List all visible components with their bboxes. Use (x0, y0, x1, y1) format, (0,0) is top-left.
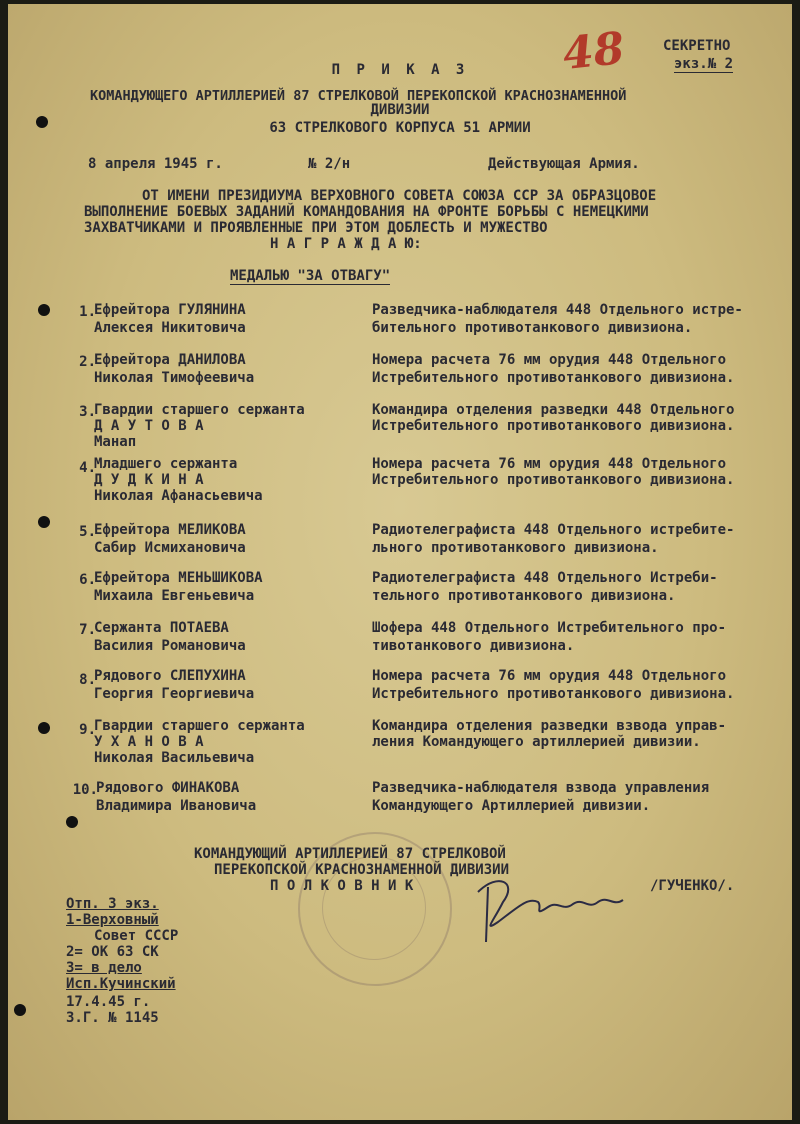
footer-reference: З.Г. № 1145 (66, 1010, 159, 1026)
entry-unit: Истребительного противотанкового дивизиона. (372, 686, 735, 702)
entry-rank: Сержанта ПОТАЕВА (94, 620, 229, 636)
entry-name-line2: Николая Афанасьевича (94, 488, 263, 504)
entry-unit: Истребительного противотанкового дивизиона. (372, 472, 735, 488)
entry-position: Командира отделения разведки взвода управ- (372, 718, 727, 734)
entry-rank: Ефрейтора МЕЛИКОВА (94, 522, 246, 538)
handwritten-signature (458, 862, 638, 952)
entry-position: Номера расчета 76 мм орудия 448 Отдельного (372, 352, 727, 368)
entry-unit: бительного противотанкового дивизиона. (372, 320, 693, 336)
entry-position: Командира отделения разведки 448 Отдельного (372, 402, 735, 418)
footer-recipient1-cont: Совет СССР (94, 928, 179, 944)
footer-recipient2: 2= ОК 63 СК (66, 944, 159, 960)
order-place: Действующая Армия. (488, 156, 640, 172)
entry-number: 7. (79, 622, 96, 638)
entry-name: Д У Д К И Н А (94, 472, 204, 488)
entry-unit: тельного противотанкового дивизиона. (372, 588, 676, 604)
entry-number: 10. (72, 782, 98, 798)
entry-number: 9. (79, 722, 96, 738)
preamble-line1: ОТ ИМЕНИ ПРЕЗИДИУМА ВЕРХОВНОГО СОВЕТА СОЮЗА ССР ЗА ОБРАЗЦОВОЕ (142, 188, 657, 204)
order-number: № 2/н (308, 156, 351, 172)
entry-name: Михаила Евгеньевича (94, 588, 255, 604)
order-date: 8 апреля 1945 г. (88, 156, 223, 172)
entry-rank: Младшего сержанта (94, 456, 238, 472)
punch-hole (38, 722, 50, 734)
signature-title-line1: КОМАНДУЮЩИЙ АРТИЛЛЕРИЕЙ 87 СТРЕЛКОВОЙ (194, 846, 506, 862)
footer-executor: Исп.Кучинский (66, 976, 176, 992)
copy-number: экз.№ 2 (674, 56, 734, 72)
document-page (8, 4, 792, 1120)
entry-unit: Истребительного противотанкового дивизиона. (372, 418, 735, 434)
medal-name: МЕДАЛЬЮ "ЗА ОТВАГУ" (230, 268, 391, 284)
handwritten-number: 48 (560, 22, 627, 81)
entry-name: Д А У Т О В А (94, 418, 204, 434)
footer-recipient3: 3= в дело (66, 960, 142, 976)
entry-name-line2: Манап (94, 434, 137, 450)
entry-number: 3. (79, 404, 96, 420)
preamble-line3: ЗАХВАТЧИКАМИ И ПРОЯВЛЕННЫЕ ПРИ ЭТОМ ДОБЛЕСТЬ И МУЖЕСТВО (84, 220, 548, 236)
entry-number: 5. (79, 524, 96, 540)
award-verb: Н А Г Р А Ж Д А Ю: (270, 236, 422, 252)
header-line2: ДИВИЗИИ (370, 102, 430, 118)
entry-rank: Рядового СЛЕПУХИНА (94, 668, 246, 684)
entry-rank: Ефрейтора ГУЛЯНИНА (94, 302, 246, 318)
punch-hole (38, 304, 50, 316)
entry-position: Шофера 448 Отдельного Истребительного про- (372, 620, 727, 636)
punch-hole (14, 1004, 26, 1016)
entry-number: 8. (79, 672, 96, 688)
entry-position: Разведчика-наблюдателя 448 Отдельного истре- (372, 302, 743, 318)
entry-number: 2. (79, 354, 96, 370)
entry-rank: Ефрейтора ДАНИЛОВА (94, 352, 246, 368)
entry-name: Николая Тимофеевича (94, 370, 255, 386)
header-line1: КОМАНДУЮЩЕГО АРТИЛЛЕРИЕЙ 87 СТРЕЛКОВОЙ ПЕРЕКОПСКОЙ КРАСНОЗНАМЕННОЙ (90, 88, 627, 104)
footer-date: 17.4.45 г. (66, 994, 151, 1010)
entry-name: У Х А Н О В А (94, 734, 204, 750)
entry-position: Радиотелеграфиста 448 Отдельного истребите- (372, 522, 735, 538)
entry-name: Алексея Никитовича (94, 320, 246, 336)
signer-name: /ГУЧЕНКО/. (650, 878, 735, 894)
entry-number: 4. (79, 460, 96, 476)
order-title: П Р И К А З (331, 62, 469, 78)
header-line3: 63 СТРЕЛКОВОГО КОРПУСА 51 АРМИИ (269, 120, 531, 136)
entry-unit: тивотанкового дивизиона. (372, 638, 575, 654)
entry-rank: Ефрейтора МЕНЬШИКОВА (94, 570, 263, 586)
entry-name: Сабир Исмихановича (94, 540, 246, 556)
entry-unit: Командующего Артиллерией дивизии. (372, 798, 651, 814)
footer-recipient1: 1-Верховный (66, 912, 159, 928)
entry-name-line2: Николая Васильевича (94, 750, 255, 766)
entry-unit: ления Командующего артиллерией дивизии. (372, 734, 701, 750)
entry-position: Номера расчета 76 мм орудия 448 Отдельного (372, 456, 727, 472)
entry-position: Номера расчета 76 мм орудия 448 Отдельного (372, 668, 727, 684)
preamble-line2: ВЫПОЛНЕНИЕ БОЕВЫХ ЗАДАНИЙ КОМАНДОВАНИЯ НА ФРОНТЕ БОРЬБЫ С НЕМЕЦКИМИ (84, 204, 649, 220)
signature-rank: П О Л К О В Н И К (270, 878, 414, 894)
entry-position: Радиотелеграфиста 448 Отдельного Истреби- (372, 570, 718, 586)
entry-rank: Рядового ФИНАКОВА (96, 780, 240, 796)
entry-number: 6. (79, 572, 96, 588)
entry-name: Владимира Ивановича (96, 798, 257, 814)
entry-position: Разведчика-наблюдателя взвода управления (372, 780, 710, 796)
entry-rank: Гвардии старшего сержанта (94, 718, 305, 734)
entry-rank: Гвардии старшего сержанта (94, 402, 305, 418)
secret-mark: СЕКРЕТНО (663, 38, 731, 54)
entry-name: Георгия Георгиевича (94, 686, 255, 702)
punch-hole (38, 516, 50, 528)
footer-copies: Отп. 3 экз. (66, 896, 159, 912)
entry-name: Василия Романовича (94, 638, 246, 654)
entry-number: 1. (79, 304, 96, 320)
signature-title-line2: ПЕРЕКОПСКОЙ КРАСНОЗНАМЕННОЙ ДИВИЗИИ (214, 862, 510, 878)
entry-unit: льного противотанкового дивизиона. (372, 540, 659, 556)
punch-hole (66, 816, 78, 828)
entry-unit: Истребительного противотанкового дивизиона. (372, 370, 735, 386)
